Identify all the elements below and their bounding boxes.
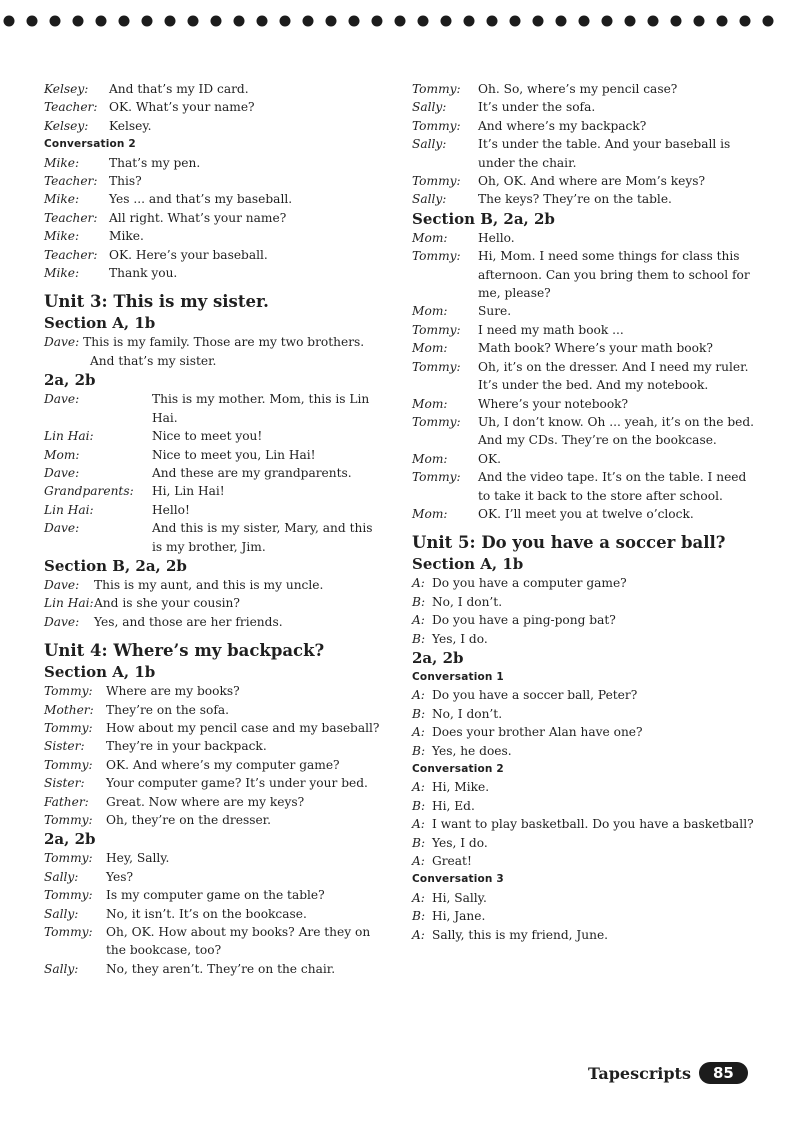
speaker-name: Lin Hai: xyxy=(44,502,94,517)
dialogue-text: Hey, Sally. xyxy=(106,851,170,866)
dialogue-text: OK. Here’s your baseball. xyxy=(109,247,268,262)
section-heading: 2a, 2b xyxy=(44,371,96,390)
speaker-name: Kelsey: xyxy=(44,118,89,133)
dialogue-line xyxy=(44,719,384,737)
dialogue-text: Do you have a soccer ball, Peter? xyxy=(432,688,638,703)
section-heading: Section A, 1b xyxy=(44,663,156,682)
dialogue-text: Sally, this is my friend, June. xyxy=(432,927,609,942)
dialogue-line xyxy=(44,390,384,427)
speaker-name: Sister: xyxy=(44,776,85,791)
border-dot xyxy=(717,16,728,27)
dialogue-line xyxy=(412,852,757,870)
speaker-name: B: xyxy=(412,594,426,609)
speaker-name: Lin Hai: xyxy=(44,429,94,444)
border-dot xyxy=(671,16,682,27)
speaker-name: B: xyxy=(412,706,426,721)
speaker-name: Tommy: xyxy=(44,851,93,866)
speaker-name: Mom: xyxy=(412,230,448,245)
conversation-label: Conversation 3 xyxy=(412,873,504,886)
dialogue-line xyxy=(44,756,384,774)
dialogue-text: Yes ... and that’s my baseball. xyxy=(109,192,293,207)
dialogue-text: I want to play basketball. Do you have a basketball? xyxy=(432,817,754,832)
dialogue-text: And these are my grandparents. xyxy=(152,465,352,480)
left-column xyxy=(44,80,384,978)
speaker-name: A: xyxy=(412,613,425,628)
speaker-name: Mom: xyxy=(412,304,448,319)
dialogue-line xyxy=(412,413,757,450)
dialogue-line xyxy=(412,302,757,320)
border-dot xyxy=(349,16,360,27)
border-dot xyxy=(510,16,521,27)
dialogue-line xyxy=(44,333,384,370)
dialogue-line xyxy=(44,774,384,792)
dialogue-text: Hi, Mom. I need some things for class this afternoon. Can you bring them to school for me, please? xyxy=(478,249,750,301)
speaker-name: Tommy: xyxy=(44,757,93,772)
dialogue-line xyxy=(412,723,757,741)
dialogue-line xyxy=(44,154,384,172)
dialogue-line xyxy=(412,889,757,907)
speaker-name: Tommy: xyxy=(412,322,461,337)
border-dot xyxy=(579,16,590,27)
dialogue-text: No, I don’t. xyxy=(432,706,503,721)
dialogue-text: They’re on the sofa. xyxy=(106,702,229,717)
dialogue-text: OK. I’ll meet you at twelve o’clock. xyxy=(478,506,694,521)
decorative-dot-border xyxy=(0,12,800,30)
speaker-name: Sally: xyxy=(44,961,79,976)
speaker-name: Lin Hai: xyxy=(44,596,94,611)
speaker-name: Mom: xyxy=(412,396,448,411)
dialogue-line xyxy=(44,464,384,482)
dialogue-line xyxy=(44,501,384,519)
dialogue-text: Is my computer game on the table? xyxy=(106,888,325,903)
speaker-name: Grandparents: xyxy=(44,484,134,499)
border-dot xyxy=(648,16,659,27)
dialogue-text: Yes, I do. xyxy=(432,631,488,646)
dialogue-text: And this is my sister, Mary, and this is my brother, Jim. xyxy=(152,521,373,554)
border-dot xyxy=(142,16,153,27)
border-dot xyxy=(165,16,176,27)
speaker-name: Mom: xyxy=(412,506,448,521)
dialogue-text: Sure. xyxy=(478,304,512,319)
speaker-name: Sally: xyxy=(412,100,447,115)
dialogue-line xyxy=(44,849,384,867)
speaker-name: Tommy: xyxy=(412,359,461,374)
dialogue-text: All right. What’s your name? xyxy=(109,210,287,225)
dialogue-line xyxy=(44,594,384,612)
speaker-name: Teacher: xyxy=(44,100,98,115)
dialogue-text: The keys? They’re on the table. xyxy=(478,192,672,207)
speaker-name: B: xyxy=(412,743,426,758)
speaker-name: Sally: xyxy=(412,192,447,207)
dialogue-text: Oh, OK. How about my books? Are they on the bookcase, too? xyxy=(106,925,371,958)
section-heading: Section B, 2a, 2b xyxy=(412,209,555,228)
speaker-name: Tommy: xyxy=(412,118,461,133)
dialogue-line xyxy=(412,907,757,925)
dialogue-text: This is my mother. Mom, this is Lin Hai. xyxy=(152,392,370,425)
unit-heading: Unit 4: Where’s my backpack? xyxy=(44,641,325,661)
border-dot xyxy=(625,16,636,27)
dialogue-line xyxy=(412,135,757,172)
border-dot xyxy=(763,16,774,27)
conversation-label: Conversation 2 xyxy=(412,763,504,775)
dialogue-line xyxy=(412,247,757,302)
border-dot xyxy=(50,16,61,27)
speaker-name: Tommy: xyxy=(44,720,93,735)
dialogue-line xyxy=(412,797,757,815)
page-number-badge: 85 xyxy=(699,1062,748,1084)
border-dot xyxy=(487,16,498,27)
page-footer xyxy=(588,1062,748,1084)
dialogue-line xyxy=(412,705,757,723)
speaker-name: Mike: xyxy=(44,155,80,170)
dialogue-line xyxy=(412,742,757,760)
dialogue-text: They’re in your backpack. xyxy=(106,739,267,754)
dialogue-text: It’s under the table. And your baseball is under the chair. xyxy=(478,137,731,170)
dialogue-text: Hi, Lin Hai! xyxy=(152,484,225,499)
dialogue-line xyxy=(412,98,757,116)
speaker-name: Dave: xyxy=(44,465,80,480)
border-dot xyxy=(96,16,107,27)
border-dot xyxy=(211,16,222,27)
speaker-name: Tommy: xyxy=(44,684,93,699)
dialogue-line xyxy=(412,321,757,339)
speaker-name: A: xyxy=(412,780,425,795)
dialogue-line xyxy=(44,923,384,960)
dialogue-text: Hello! xyxy=(152,502,190,517)
dialogue-line xyxy=(44,209,384,227)
footer-label: Tapescripts xyxy=(588,1063,691,1083)
dialogue-line xyxy=(44,264,384,282)
dialogue-line xyxy=(44,117,384,135)
dialogue-text: OK. What’s your name? xyxy=(109,100,255,115)
right-column xyxy=(412,80,757,944)
dialogue-text: Where are my books? xyxy=(106,684,240,699)
dialogue-text: Mike. xyxy=(109,229,144,244)
dialogue-text: Where’s your notebook? xyxy=(478,396,629,411)
speaker-name: Dave: xyxy=(44,392,80,407)
dialogue-line xyxy=(412,834,757,852)
dialogue-line xyxy=(412,172,757,190)
speaker-name: Mike: xyxy=(44,229,80,244)
dialogue-line xyxy=(44,886,384,904)
speaker-name: A: xyxy=(412,576,425,591)
speaker-name: Tommy: xyxy=(412,82,461,96)
dialogue-text: That’s my pen. xyxy=(109,155,201,170)
dialogue-text: Uh, I don’t know. Oh ... yeah, it’s on the bed. And my CDs. They’re on the bookcase. xyxy=(478,414,755,448)
speaker-name: Tommy: xyxy=(412,249,461,264)
dialogue-line xyxy=(44,613,384,631)
dialogue-text: Hi, Jane. xyxy=(432,909,486,924)
dialogue-line xyxy=(412,117,757,135)
speaker-name: B: xyxy=(412,835,426,850)
section-heading: Section A, 1b xyxy=(44,314,156,333)
dialogue-text: Oh, OK. And where are Mom’s keys? xyxy=(478,174,705,189)
dialogue-text: Hi, Sally. xyxy=(432,890,487,905)
speaker-name: Dave: xyxy=(44,335,80,350)
border-dot xyxy=(27,16,38,27)
dialogue-line xyxy=(44,227,384,245)
section-heading: Section B, 2a, 2b xyxy=(44,556,187,575)
border-dot xyxy=(533,16,544,27)
dialogue-text: I need my math book ... xyxy=(478,322,624,337)
speaker-name: Kelsey: xyxy=(44,82,89,96)
dialogue-line xyxy=(412,190,757,208)
border-dot xyxy=(418,16,429,27)
dialogue-text: How about my pencil case and my baseball? xyxy=(106,720,380,735)
dialogue-line xyxy=(412,686,757,704)
dialogue-text: Great. Now where are my keys? xyxy=(106,794,305,809)
dialogue-text: Kelsey. xyxy=(109,118,152,133)
speaker-name: Mom: xyxy=(412,451,448,466)
dialogue-text: Yes, he does. xyxy=(432,743,512,758)
border-dot xyxy=(188,16,199,27)
conversation-label: Conversation 2 xyxy=(44,138,136,151)
speaker-name: A: xyxy=(412,817,425,832)
dialogue-line xyxy=(412,468,757,505)
section-heading: Section A, 1b xyxy=(412,555,524,574)
speaker-name: A: xyxy=(412,688,425,703)
dialogue-line xyxy=(412,593,757,611)
dialogue-line xyxy=(412,229,757,247)
speaker-name: Teacher: xyxy=(44,210,98,225)
dialogue-text: Great! xyxy=(432,854,472,869)
border-dot xyxy=(73,16,84,27)
dialogue-text: Oh. So, where’s my pencil case? xyxy=(478,82,678,96)
border-dot xyxy=(257,16,268,27)
speaker-name: Tommy: xyxy=(412,470,461,485)
dialogue-line xyxy=(412,358,757,395)
dialogue-line xyxy=(44,80,384,98)
speaker-name: Tommy: xyxy=(412,414,461,429)
border-dot xyxy=(464,16,475,27)
dialogue-text: No, it isn’t. It’s on the bookcase. xyxy=(106,906,307,921)
dialogue-text: It’s under the sofa. xyxy=(478,100,596,115)
dialogue-line xyxy=(412,339,757,357)
dialogue-line xyxy=(44,793,384,811)
unit-heading: Unit 3: This is my sister. xyxy=(44,292,269,312)
border-dot xyxy=(602,16,613,27)
dialogue-text: This is my family. Those are my two brothers. And that’s my sister. xyxy=(83,335,365,368)
dialogue-line xyxy=(412,778,757,796)
speaker-name: Father: xyxy=(44,794,89,809)
speaker-name: Sally: xyxy=(44,906,79,921)
border-dot xyxy=(234,16,245,27)
speaker-name: Dave: xyxy=(44,614,80,629)
dialogue-line xyxy=(412,926,757,944)
dialogue-text: And the video tape. It’s on the table. I need to take it back to the store after school. xyxy=(478,470,747,503)
speaker-name: Mother: xyxy=(44,702,94,717)
border-dot xyxy=(395,16,406,27)
speaker-name: B: xyxy=(412,798,426,813)
speaker-name: Teacher: xyxy=(44,174,98,189)
dialogue-text: And where’s my backpack? xyxy=(478,118,647,133)
dialogue-line xyxy=(44,701,384,719)
dialogue-line xyxy=(412,395,757,413)
dialogue-text: OK. xyxy=(478,451,501,466)
speaker-name: A: xyxy=(412,927,425,942)
dialogue-line xyxy=(412,574,757,592)
dialogue-text: Oh, it’s on the dresser. And I need my ruler. It’s under the bed. And my notebook. xyxy=(478,359,749,393)
dialogue-line xyxy=(44,811,384,829)
dialogue-line xyxy=(44,427,384,445)
speaker-name: Mom: xyxy=(412,341,448,356)
dialogue-line xyxy=(44,519,384,556)
dialogue-line xyxy=(412,505,757,523)
dialogue-text: Thank you. xyxy=(109,266,178,281)
dialogue-text: Yes? xyxy=(106,869,133,884)
speaker-name: Mike: xyxy=(44,192,80,207)
dialogue-text: OK. And where’s my computer game? xyxy=(106,757,340,772)
dialogue-line xyxy=(44,190,384,208)
dialogue-text: Does your brother Alan have one? xyxy=(432,725,643,740)
dialogue-text: No, they aren’t. They’re on the chair. xyxy=(106,961,336,976)
dialogue-text: Math book? Where’s your math book? xyxy=(478,341,713,356)
dialogue-text: Do you have a computer game? xyxy=(432,576,627,591)
speaker-name: Mom: xyxy=(44,447,80,462)
speaker-name: B: xyxy=(412,631,426,646)
dialogue-line xyxy=(412,630,757,648)
speaker-name: Tommy: xyxy=(44,888,93,903)
speaker-name: Dave: xyxy=(44,577,80,592)
speaker-name: Sister: xyxy=(44,739,85,754)
dialogue-line xyxy=(44,98,384,116)
speaker-name: Tommy: xyxy=(412,174,461,189)
section-heading: 2a, 2b xyxy=(44,830,96,849)
border-dot xyxy=(119,16,130,27)
dialogue-text: Oh, they’re on the dresser. xyxy=(106,813,272,827)
dialogue-text: Your computer game? It’s under your bed. xyxy=(106,776,368,791)
dialogue-line xyxy=(412,611,757,629)
border-dot xyxy=(303,16,314,27)
dialogue-text: And that’s my ID card. xyxy=(109,82,249,96)
section-heading: 2a, 2b xyxy=(412,648,464,667)
unit-heading: Unit 5: Do you have a soccer ball? xyxy=(412,533,726,553)
dialogue-line xyxy=(44,960,384,978)
speaker-name: Mike: xyxy=(44,266,80,281)
border-dot xyxy=(694,16,705,27)
border-dot xyxy=(556,16,567,27)
dialogue-line xyxy=(412,450,757,468)
dialogue-text: And is she your cousin? xyxy=(94,596,240,611)
dialogue-line xyxy=(44,737,384,755)
dialogue-line xyxy=(44,905,384,923)
border-dot xyxy=(280,16,291,27)
dialogue-text: No, I don’t. xyxy=(432,594,503,609)
dialogue-line xyxy=(412,80,757,98)
border-dot xyxy=(740,16,751,27)
dialogue-line xyxy=(44,446,384,464)
dialogue-text: Hi, Ed. xyxy=(432,798,475,813)
speaker-name: A: xyxy=(412,725,425,740)
speaker-name: Teacher: xyxy=(44,247,98,262)
border-dot xyxy=(4,16,15,27)
conversation-label: Conversation 1 xyxy=(412,670,504,683)
dialogue-text: This is my aunt, and this is my uncle. xyxy=(94,577,324,592)
speaker-name: Dave: xyxy=(44,521,80,536)
dialogue-line xyxy=(44,172,384,190)
dialogue-text: This? xyxy=(109,174,142,189)
dialogue-line xyxy=(44,682,384,700)
dialogue-line xyxy=(44,482,384,500)
dialogue-text: Hello. xyxy=(478,230,515,245)
border-dot xyxy=(441,16,452,27)
speaker-name: A: xyxy=(412,854,425,869)
dialogue-line xyxy=(412,815,757,833)
border-dot xyxy=(326,16,337,27)
border-dot xyxy=(372,16,383,27)
speaker-name: B: xyxy=(412,909,426,924)
dialogue-line xyxy=(44,868,384,886)
dialogue-line xyxy=(44,576,384,594)
dialogue-text: Do you have a ping-pong bat? xyxy=(432,613,616,628)
dialogue-text: Yes, I do. xyxy=(432,835,488,850)
speaker-name: Sally: xyxy=(44,869,79,884)
dialogue-line xyxy=(44,246,384,264)
speaker-name: Tommy: xyxy=(44,925,93,940)
speaker-name: Tommy: xyxy=(44,813,93,827)
dialogue-text: Hi, Mike. xyxy=(432,780,490,795)
dialogue-text: Nice to meet you, Lin Hai! xyxy=(152,447,316,462)
dialogue-text: Yes, and those are her friends. xyxy=(94,614,283,629)
speaker-name: A: xyxy=(412,890,425,905)
dialogue-text: Nice to meet you! xyxy=(152,429,263,444)
speaker-name: Sally: xyxy=(412,137,447,152)
